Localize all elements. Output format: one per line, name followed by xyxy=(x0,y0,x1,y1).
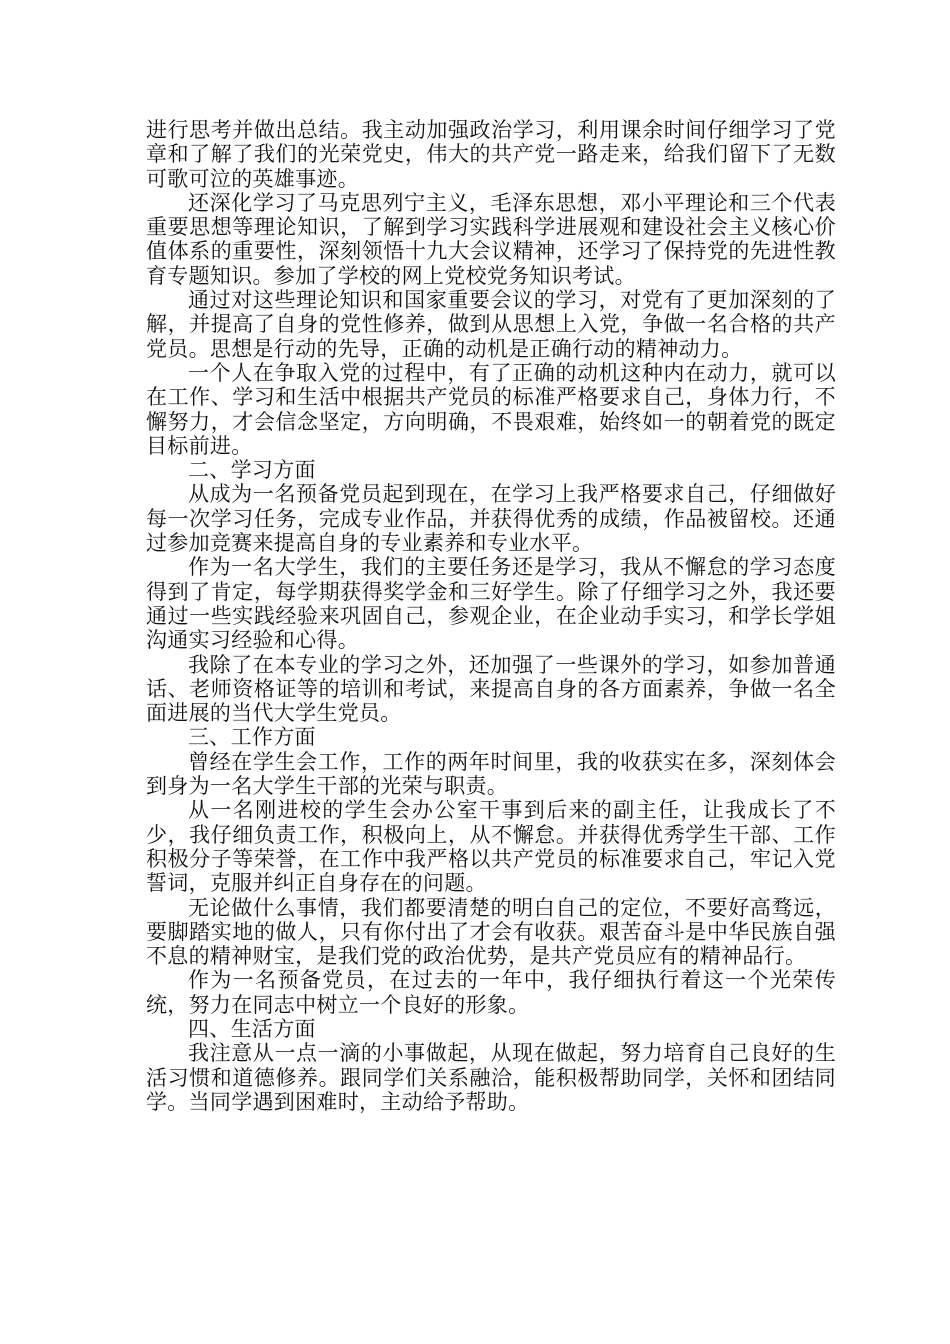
paragraph: 从成为一名预备党员起到现在，在学习上我严格要求自己，仔细做好每一次学习任务，完成专业作品，并获得优秀的成绩，作品被留校。还通过参加竞赛来提高自身的专业素养和专业水平。 xyxy=(146,482,836,556)
paragraph: 我除了在本专业的学习之外，还加强了一些课外的学习，如参加普通话、老师资格证等的培训和考试，来提高自身的各方面素养，争做一名全面进展的当代大学生党员。 xyxy=(146,652,836,726)
paragraph-continued: 进行思考并做出总结。我主动加强政治学习，利用课余时间仔细学习了党章和了解了我们的光荣党史，伟大的共产党一路走来，给我们留下了无数可歌可泣的英雄事迹。 xyxy=(146,118,836,191)
paragraph: 曾经在学生会工作，工作的两年时间里，我的收获实在多，深刻体会到身为一名大学生干部的光荣与职责。 xyxy=(146,749,836,799)
paragraph: 作为一名大学生，我们的主要任务还是学习，我从不懈怠的学习态度得到了肯定，每学期获得奖学金和三好学生。除了仔细学习之外，我还要通过一些实践经验来巩固自己，参观企业，在企业动手实习，和学长学姐沟通实习经验和心得。 xyxy=(146,555,836,653)
section-heading: 四、生活方面 xyxy=(188,1016,316,1041)
paragraph: 通过对这些理论知识和国家重要会议的学习，对党有了更加深刻的了解，并提高了自身的党性修养，做到从思想上入党，争做一名合格的共产党员。思想是行动的先导，正确的动机是正确行动的精神动力。 xyxy=(146,288,836,361)
paragraph: 作为一名预备党员，在过去的一年中，我仔细执行着这一个光荣传统，努力在同志中树立一个良好的形象。 xyxy=(146,968,836,1017)
paragraph: 还深化学习了马克思列宁主义，毛泽东思想，邓小平理论和三个代表重要思想等理论知识，了解到学习实践科学进展观和建设社会主义核心价值体系的重要性，深刻领悟十九大会议精神，还学习了保持党的先进性教育专题知识。参加了学校的网上党校党务知识考试。 xyxy=(146,190,836,288)
document-page xyxy=(146,118,836,1114)
paragraph: 一个人在争取入党的过程中，有了正确的动机这种内在动力，就可以在工作、学习和生活中根据共产党员的标准严格要求自己，身体力行，不懈努力，才会信念坚定，方向明确，不畏艰难，始终如一的朝着党的既定目标前进。 xyxy=(146,360,836,458)
paragraph: 我注意从一点一滴的小事做起，从现在做起，努力培育自己良好的生活习惯和道德修养。跟同学们关系融洽，能积极帮助同学，关怀和团结同学。当同学遇到困难时，主动给予帮助。 xyxy=(146,1041,836,1114)
section-heading: 三、工作方面 xyxy=(188,725,316,750)
section-heading: 二、学习方面 xyxy=(188,458,316,483)
paragraph: 无论做什么事情，我们都要清楚的明白自己的定位，不要好高骛远，要脚踏实地的做人，只有你付出了才会有收获。艰苦奋斗是中华民族自强不息的精神财宝，是我们党的政治优势，是共产党员应有的精神品行。 xyxy=(146,895,836,969)
paragraph: 从一名刚进校的学生会办公室干事到后来的副主任，让我成长了不少，我仔细负责工作，积极向上，从不懈怠。并获得优秀学生干部、工作积极分子等荣誉，在工作中我严格以共产党员的标准要求自己，牢记入党誓词，克服并纠正自身存在的问题。 xyxy=(146,798,836,896)
